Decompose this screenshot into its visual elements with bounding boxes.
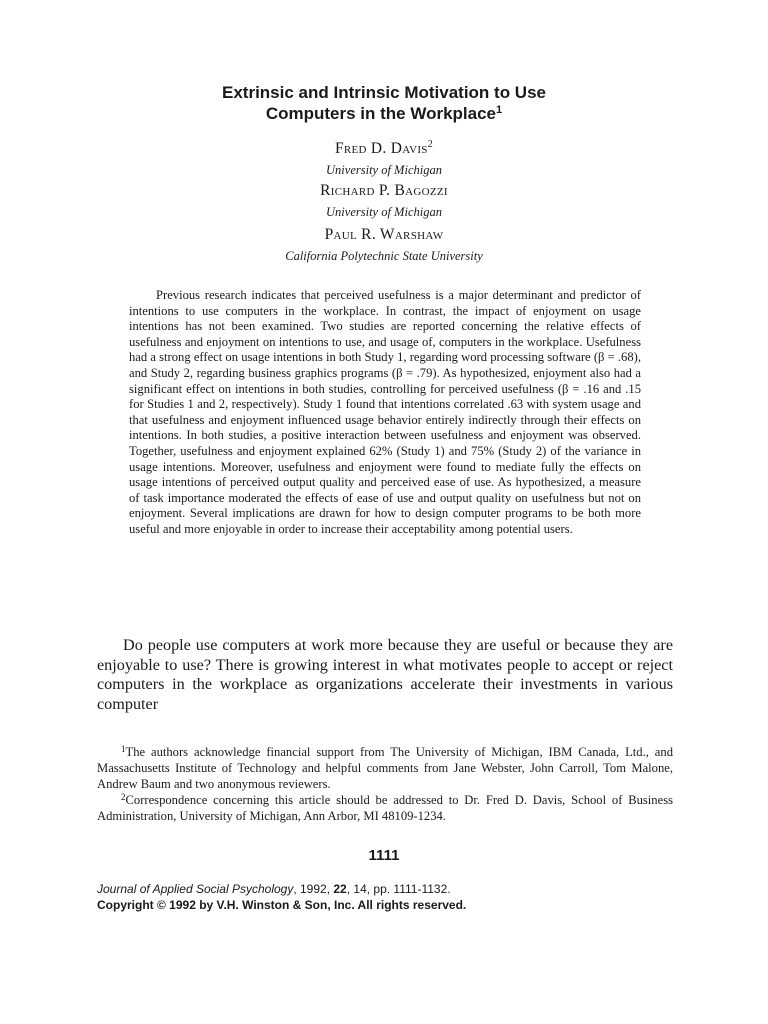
author-2-affiliation: University of Michigan <box>326 205 442 219</box>
author-2 <box>0 182 768 200</box>
title-footnote-mark: 1 <box>496 104 503 116</box>
page-number: 1111 <box>368 847 400 864</box>
journal-citation <box>97 881 673 897</box>
author-1-name: Fred D. Davis <box>334 140 428 157</box>
author-1-footnote-mark: 2 <box>427 139 434 150</box>
footnote-1-text: The authors acknowledge financial support from The University of Michigan, IBM Canada, Ltd., and Massachusetts Institute of Technology and helpful comments from Jane Webster, John Carroll, Tom Malone, Andrew Baum and two anonymous reviewers. <box>97 745 673 791</box>
footnote-1 <box>97 744 673 792</box>
title-line-1: Extrinsic and Intrinsic Motivation to Use <box>222 83 546 102</box>
paper-title <box>0 82 768 124</box>
title-line-2 <box>0 103 768 124</box>
journal-name: Journal of Applied Social Psychology <box>97 882 294 896</box>
abstract-text: Previous research indicates that perceived usefulness is a major determinant and predictor of intentions to use computers in the workplace. In contrast, the impact of enjoyment on usage intentions has not been examined. Two studies are reported concerning the relative effects of usefulness and enjoyment on intentions to use, and usage of, computers in the workplace. Usefulness had a strong effect on usage intentions in both Study 1, regarding word processing software (β = .68), and Study 2, regarding business graphics programs (β = .79). As hypothesized, enjoyment also had a significant effect on intentions in both studies, controlling for perceived usefulness (β = .16 and .15 for Studies 1 and 2, respectively). Study 1 found that intentions correlated .63 with system usage and that usefulness and enjoyment influenced usage behavior entirely indirectly through their effects on intentions. In both studies, a positive interaction between usefulness and enjoyment was observed. Together, usefulness and enjoyment explained 62% (Study 1) and 75% (Study 2) of the variance in usage intentions. Moreover, usefulness and enjoyment were found to mediate fully the effects on usage intentions of perceived output quality and perceived ease of use. As hypothesized, a measure of task importance moderated the effects of ease of use and output quality on usefulness but not on enjoyment. Several implications are drawn for how to design computer programs to be both more useful and more enjoyable in order to increase their acceptability among potential users. <box>129 288 641 536</box>
journal-volume: 22 <box>333 882 347 896</box>
author-1-affiliation: University of Michigan <box>326 163 442 177</box>
author-1 <box>0 140 768 158</box>
footnote-2-mark: 2 <box>121 792 126 802</box>
title-line-2-text: Computers in the Workplace <box>265 104 497 123</box>
abstract <box>129 288 641 538</box>
footnote-2 <box>97 792 673 824</box>
author-3 <box>0 226 768 244</box>
author-3-name: Paul R. Warshaw <box>324 226 444 243</box>
journal-issue-pages: , 14, pp. 1111-1132. <box>346 882 451 896</box>
author-3-affiliation: California Polytechnic State University <box>285 249 483 263</box>
author-2-name: Richard P. Bagozzi <box>320 182 448 199</box>
footnotes <box>97 744 673 824</box>
footnote-2-text: Correspondence concerning this article should be addressed to Dr. Fred D. Davis, School of Business Administration, University of Michigan, Ann Arbor, MI 48109-1234. <box>97 793 673 823</box>
journal-citation-block <box>97 881 673 913</box>
introduction <box>97 636 673 714</box>
copyright-notice: Copyright © 1992 by V.H. Winston & Son, Inc. All rights reserved. <box>97 898 467 912</box>
footnote-1-mark: 1 <box>121 744 126 754</box>
journal-year: , 1992, <box>293 882 334 896</box>
intro-paragraph: Do people use computers at work more because they are useful or because they are enjoyable to use? There is growing interest in what motivates people to accept or reject computers in the workplace as organizations accelerate their investments in various computer <box>97 636 673 713</box>
